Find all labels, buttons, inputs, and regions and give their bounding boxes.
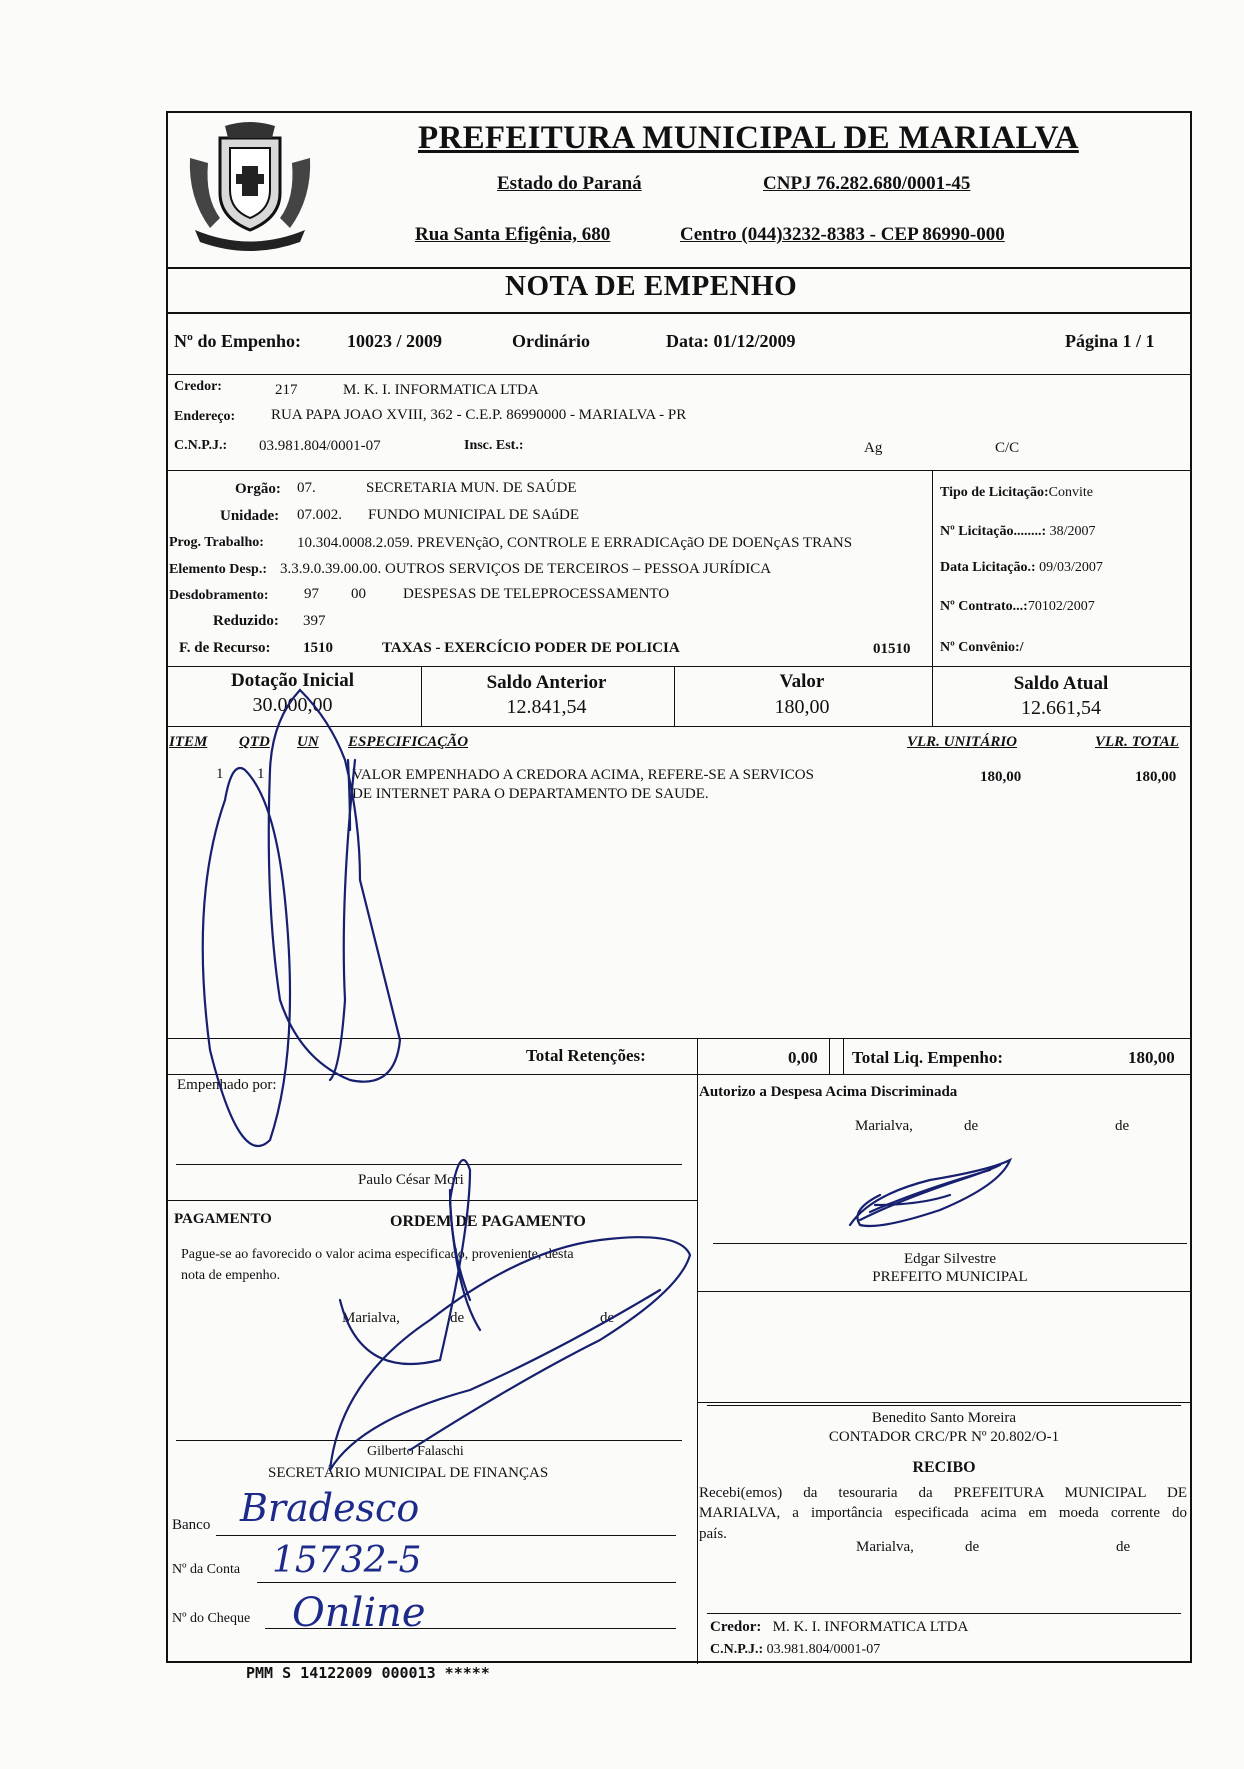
header-cnpj: CNPJ 76.282.680/0001-45 (763, 173, 971, 194)
reduzido-valor: 397 (303, 613, 326, 629)
recibo-texto-1: Recebi(emos) da tesouraria da PREFEITURA MUNICIPAL DE (699, 1485, 1187, 1501)
cnpj-label: C.N.P.J.: (174, 438, 228, 453)
ordem-pagamento-label: ORDEM DE PAGAMENTO (390, 1213, 586, 1230)
autorizo-de-2: de (1115, 1118, 1130, 1134)
item-especificacao-linha-1: VALOR EMPENHADO A CREDORA ACIMA, REFERE-SE A SERVICOS (352, 767, 814, 783)
credor-label: Credor: (174, 379, 222, 394)
document-title: NOTA DE EMPENHO (505, 270, 798, 302)
dotacao-valor: 30.000,00 (252, 694, 333, 716)
saldo-anterior-valor: 12.841,54 (506, 696, 587, 718)
empenho-numero-label: Nº do Empenho: (174, 331, 301, 351)
cc-label: C/C (995, 440, 1020, 456)
rodape-codigo: PMM S 14122009 000013 ***** (246, 1664, 490, 1682)
unidade-label: Unidade: (220, 508, 280, 524)
banco-manuscrito: Bradesco (240, 1486, 420, 1530)
licitacao-numero-label: Nº Licitação........: (940, 524, 1047, 539)
credor-codigo: 217 (275, 382, 298, 398)
prefeito-cargo: PREFEITO MUNICIPAL (872, 1269, 1028, 1285)
ag-label: Ag (864, 440, 883, 456)
elemento-valor: 3.3.9.0.39.00.00. OUTROS SERVIÇOS DE TERCEIROS – PESSOA JURÍDICA (280, 561, 772, 577)
pagamento-marialva: Marialva, (342, 1310, 400, 1326)
autorizo-marialva: Marialva, (855, 1118, 913, 1134)
secretario-cargo: SECRETÁRIO MUNICIPAL DE FINANÇAS (268, 1465, 549, 1481)
retencoes-valor: 0,00 (788, 1048, 818, 1067)
desdobramento-cod2: 00 (351, 586, 366, 602)
recibo-credor-label: Credor: (710, 1619, 762, 1635)
conta-manuscrito: 15732-5 (272, 1540, 422, 1581)
recibo-de-2: de (1116, 1539, 1131, 1555)
empenho-data: Data: 01/12/2009 (666, 331, 796, 351)
pagamento-de-2: de (600, 1310, 615, 1326)
autorizo-label: Autorizo a Despesa Acima Discriminada (699, 1084, 958, 1100)
conta-label: Nº da Conta (172, 1562, 241, 1577)
licitacao-numero-valor: 38/2007 (1049, 524, 1096, 539)
pagamento-de-1: de (450, 1310, 465, 1326)
recibo-titulo: RECIBO (912, 1459, 976, 1476)
reduzido-label: Reduzido: (213, 613, 279, 629)
header-title: PREFEITURA MUNICIPAL DE MARIALVA (418, 120, 1079, 156)
saldo-anterior-label: Saldo Anterior (486, 672, 607, 693)
empenhado-por-nome: Paulo César Mori (358, 1172, 464, 1188)
prog-label: Prog. Trabalho: (169, 535, 264, 550)
recibo-de-1: de (965, 1539, 980, 1555)
valor-label: Valor (779, 671, 825, 692)
item-qtd: 1 (257, 766, 265, 782)
credor-cnpj: 03.981.804/0001-07 (259, 438, 381, 454)
cheque-label: Nº do Cheque (172, 1611, 251, 1626)
col-un-header: UN (297, 734, 319, 750)
liquido-label: Total Liq. Empenho: (852, 1048, 1003, 1067)
licitacao-contrato-label: Nº Contrato...: (940, 599, 1028, 614)
recibo-texto-2: MARIALVA, a importância especificada acima em moeda corrente do (699, 1505, 1187, 1521)
recurso-codigo: 1510 (303, 640, 333, 656)
orgao-nome: SECRETARIA MUN. DE SAÚDE (366, 480, 577, 496)
pagamento-texto-1: Pague-se ao favorecido o valor acima especificado, proveniente, desta (181, 1247, 574, 1262)
retencoes-label: Total Retenções: (526, 1046, 646, 1065)
col-unitario-header: VLR. UNITÁRIO (907, 734, 1018, 750)
prefeito-nome: Edgar Silvestre (903, 1251, 997, 1267)
recibo-credor-nome: M. K. I. INFORMATICA LTDA (772, 1619, 969, 1635)
desdobramento-cod1: 97 (304, 586, 319, 602)
licitacao-data-label: Data Licitação.: (940, 560, 1036, 575)
empenho-tipo: Ordinário (512, 331, 591, 351)
elemento-label: Elemento Desp.: (169, 562, 267, 577)
recurso-nome: TAXAS - EXERCÍCIO PODER DE POLICIA (382, 640, 680, 656)
desdobramento-nome: DESPESAS DE TELEPROCESSAMENTO (403, 586, 670, 602)
dotacao-label: Dotação Inicial (231, 670, 354, 691)
item-unitario: 180,00 (980, 769, 1022, 785)
saldo-atual-valor: 12.661,54 (1021, 697, 1101, 719)
cheque-manuscrito: Online (292, 1590, 426, 1636)
autorizo-de-1: de (964, 1118, 979, 1134)
orgao-codigo: 07. (297, 480, 316, 496)
credor-endereco: RUA PAPA JOAO XVIII, 362 - C.E.P. 86990000 - MARIALVA - PR (271, 407, 687, 423)
endereco-label: Endereço: (174, 409, 236, 424)
empenho-pagina: Página 1 / 1 (1065, 331, 1155, 351)
licitacao-tipo-label: Tipo de Licitação: (940, 485, 1049, 500)
pagamento-texto-2: nota de empenho. (181, 1268, 281, 1283)
empenho-numero: 10023 / 2009 (347, 331, 443, 351)
unidade-nome: FUNDO MUNICIPAL DE SAúDE (368, 507, 579, 523)
col-item-header: ITEM (169, 734, 208, 750)
licitacao-tipo-valor: Convite (1048, 485, 1093, 500)
item-numero: 1 (216, 766, 224, 782)
contador-cargo: CONTADOR CRC/PR Nº 20.802/O-1 (828, 1429, 1060, 1445)
recibo-marialva: Marialva, (856, 1539, 914, 1555)
recurso-codigo-2: 01510 (873, 641, 911, 657)
licitacao-data-valor: 09/03/2007 (1039, 560, 1103, 575)
pagamento-label: PAGAMENTO (174, 1211, 272, 1227)
insc-label: Insc. Est.: (464, 438, 524, 453)
recibo-cnpj-valor: 03.981.804/0001-07 (766, 1642, 881, 1657)
col-especificacao-header: ESPECIFICAÇÃO (348, 734, 469, 750)
header-centro: Centro (044)3232-8383 - CEP 86990-000 (680, 224, 1005, 245)
credor-nome: M. K. I. INFORMATICA LTDA (343, 382, 539, 398)
licitacao-contrato-valor: 70102/2007 (1027, 599, 1095, 614)
recibo-texto-3: país. (699, 1526, 727, 1542)
contador-nome: Benedito Santo Moreira (871, 1410, 1017, 1426)
saldo-atual-label: Saldo Atual (1013, 673, 1109, 694)
col-qtd-header: QTD (239, 734, 270, 750)
unidade-codigo: 07.002. (297, 507, 342, 523)
prog-valor: 10.304.0008.2.059. PREVENçãO, CONTROLE E ERRADICAçãO DE DOENçAS TRANS (297, 535, 853, 551)
item-total: 180,00 (1135, 769, 1177, 785)
empenhado-por-label: Empenhado por: (177, 1077, 277, 1093)
header-estado: Estado do Paraná (497, 173, 642, 194)
recibo-cnpj-label: C.N.P.J.: (710, 1642, 764, 1657)
col-total-header: VLR. TOTAL (1095, 734, 1179, 750)
secretario-nome: Gilberto Falaschi (367, 1444, 464, 1459)
licitacao-convenio: Nº Convênio:/ (940, 640, 1024, 655)
banco-label: Banco (172, 1517, 211, 1533)
header-rua: Rua Santa Efigênia, 680 (415, 224, 611, 245)
recurso-label: F. de Recurso: (179, 640, 271, 656)
orgao-label: Orgão: (235, 481, 281, 497)
item-especificacao-linha-2: DE INTERNET PARA O DEPARTAMENTO DE SAUDE. (352, 786, 709, 802)
valor-valor: 180,00 (774, 696, 830, 718)
desdobramento-label: Desdobramento: (169, 588, 269, 603)
liquido-valor: 180,00 (1128, 1048, 1175, 1067)
